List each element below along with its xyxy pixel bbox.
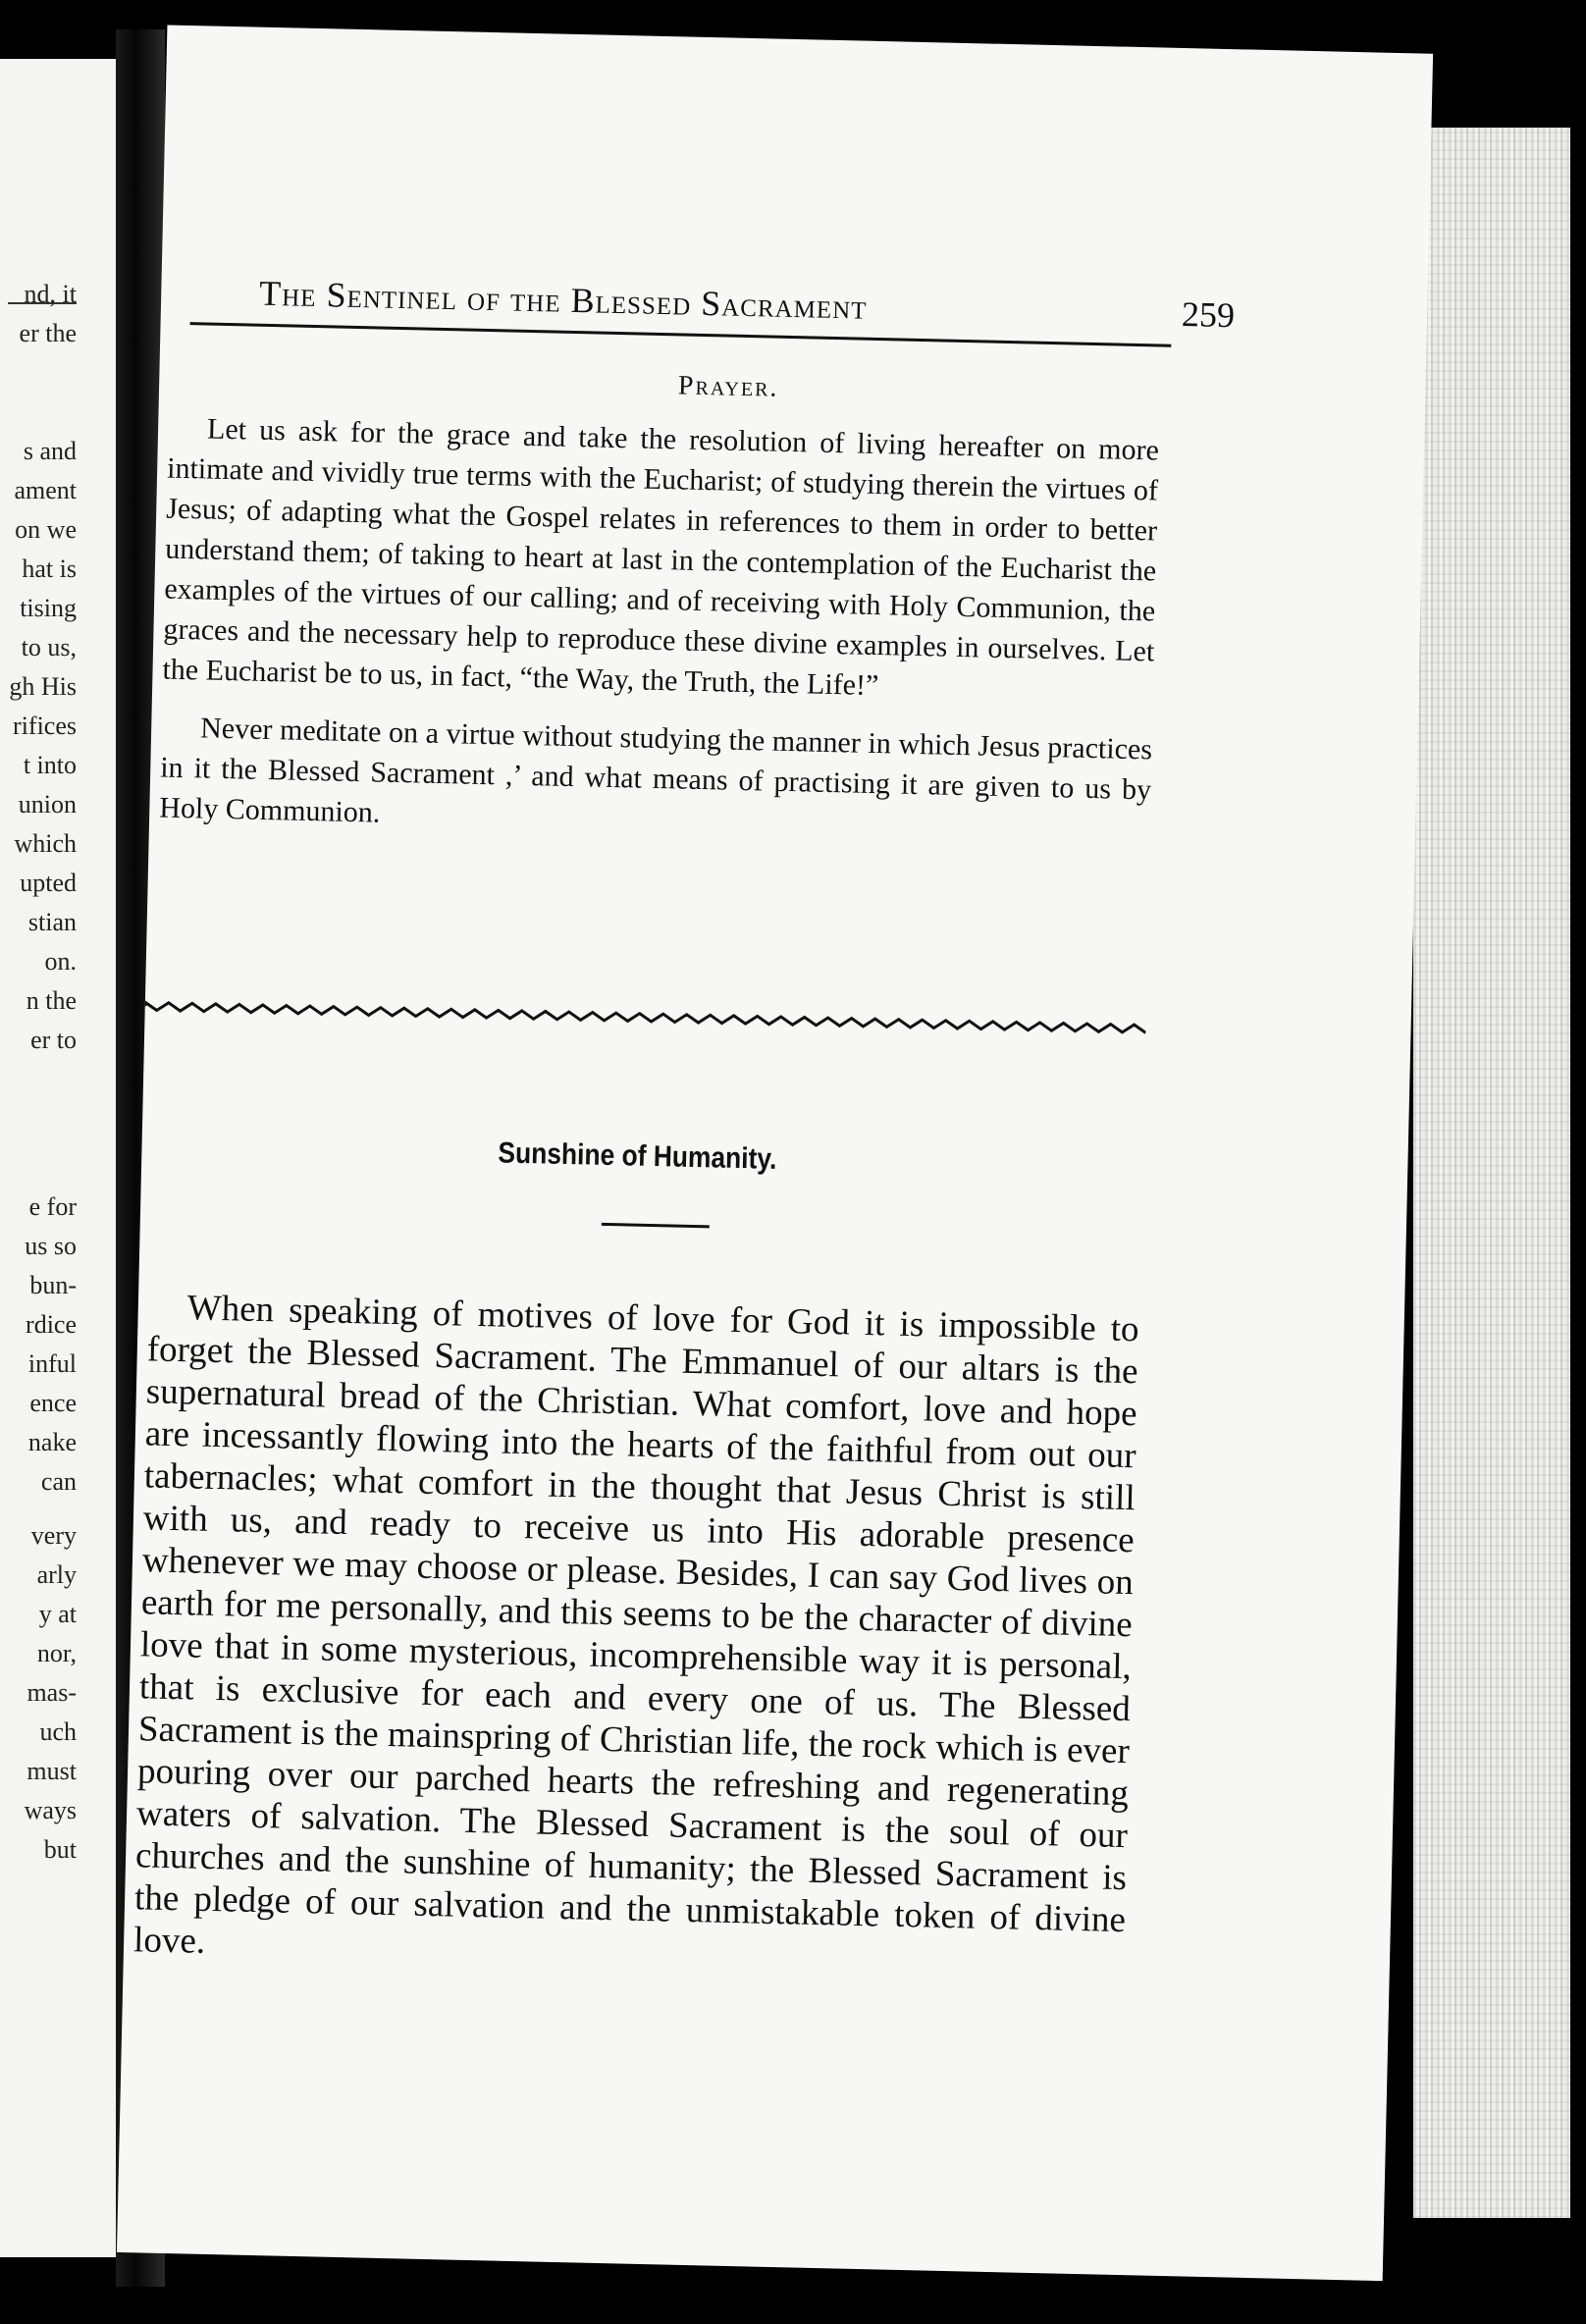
left-page-line: y at — [38, 1600, 77, 1628]
left-page-line: uch — [39, 1717, 77, 1746]
left-page-line: inful — [27, 1349, 77, 1378]
left-page-line: mas- — [26, 1678, 77, 1707]
left-page-line: must — [26, 1757, 77, 1785]
left-page-line: er the — [19, 319, 77, 347]
title-rule — [602, 1223, 710, 1228]
left-page-line: rdice — [26, 1310, 77, 1339]
page-edges — [1413, 128, 1570, 2218]
left-page-line: gh His — [9, 672, 77, 701]
left-page-line: arly — [36, 1560, 77, 1589]
left-page-line: er to — [30, 1026, 77, 1054]
left-page-line: rifices — [13, 712, 77, 740]
left-page-line: stian — [27, 908, 77, 936]
left-page-line: on. — [44, 947, 77, 976]
prayer-paragraph: Never meditate on a virtue without studying the manner in which Jesus practices in it the Blessed Sacrament ,’ and what means of practising it are given to us by Holy Communion. — [158, 712, 1153, 829]
left-page-line: s and — [23, 437, 77, 465]
left-page-line: can — [40, 1467, 77, 1496]
left-page-line: upted — [20, 869, 77, 897]
prayer-heading: Prayer. — [677, 370, 779, 403]
running-head: The Sentinel of the Blessed Sacrament — [258, 273, 868, 327]
article-body — [133, 1286, 1139, 1983]
left-page-line: ence — [29, 1389, 77, 1417]
left-page-line: ament — [14, 476, 77, 504]
left-page-line: nake — [27, 1428, 77, 1456]
left-page-line: hat is — [22, 555, 77, 583]
left-page-line: us so — [25, 1232, 77, 1260]
left-page-line: ways — [24, 1796, 77, 1824]
left-page-line: bun- — [29, 1271, 77, 1299]
book-page — [117, 25, 1433, 2281]
left-page-fragment — [0, 59, 116, 2257]
article-paragraph: When speaking of motives of love for God it is impossible to forget the Blessed Sacrament. The Emmanuel of our altars is the supernatural bread of the Christian. What comfort, love and hope are incessantly flowing into the hearts of the faithful from out our tabernacles; what comfort in the thought that Jesus Christ is still with us, and ready to receive us into His adorable presence whenever we may choose or please. Besides, I can say God lives on earth for me personally, and this seems to be the character of divine love that in some mysterious, incomprehensible way it is personal, that is exclusive for each and every one of us. The Blessed Sacrament is the mainspring of Christian life, the rock which is ever pouring over our parched hearts the refreshing and regenerating waters of salvation. The Blessed Sacrament is the soul of our churches and the sunshine of humanity; the Blessed Sacrament is the pledge of our salvation and the unmistakable token of divine love. — [132, 1288, 1140, 1962]
prayer-paragraph: Let us ask for the grace and take the resolution of living hereafter on more intimate and vividly true terms with the Eucharist; of studying therein the virtues of Jesus; of adapting what the Gospel relates in references to them in order to better understand them; of taking to heart at last in the contemplation of the Eucharist the examples of the virtues of our calling; and of receiving with Holy Communion, the graces and the necessary help to reproduce these divine examples in ourselves. Let the Eucharist be to us, in fact, “the Way, the Truth, the Life!” — [162, 412, 1160, 703]
left-page-line: which — [14, 829, 77, 858]
left-page-line: very — [30, 1521, 77, 1550]
article-title: Sunshine of Humanity. — [498, 1136, 777, 1176]
left-page-line: t into — [23, 751, 77, 779]
left-page-line: to us, — [21, 633, 77, 661]
page-number: 259 — [1181, 294, 1236, 336]
left-page-line: on we — [15, 515, 77, 544]
left-page-line: but — [43, 1835, 77, 1864]
left-page-line: nor, — [36, 1639, 77, 1667]
left-page-line: nd, it — [24, 280, 77, 308]
left-page-line: e for — [28, 1192, 77, 1221]
prayer-section — [159, 408, 1159, 851]
left-page-line: tising — [20, 594, 77, 622]
left-page-line: union — [18, 790, 77, 819]
wavy-divider — [144, 986, 1146, 1048]
left-page-line: n the — [26, 986, 77, 1015]
